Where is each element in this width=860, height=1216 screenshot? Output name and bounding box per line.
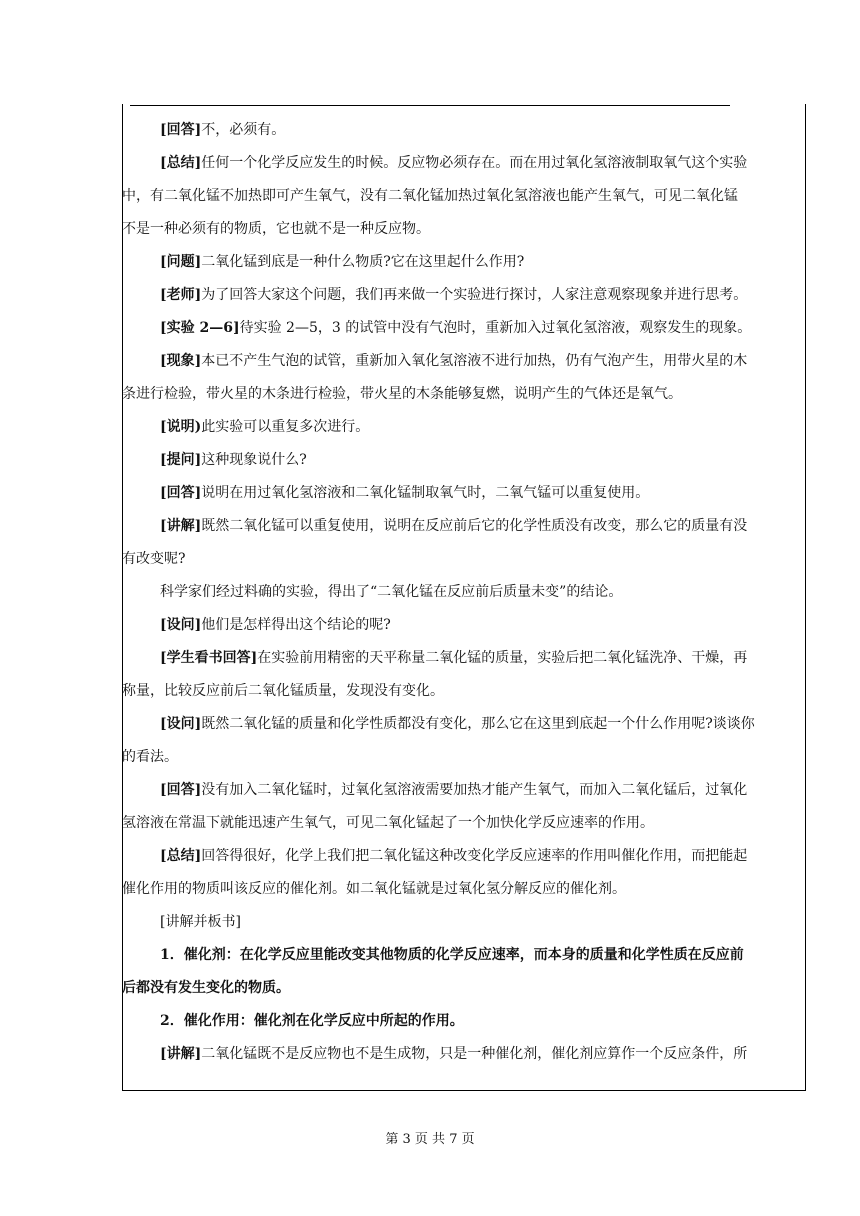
text-line bbox=[160, 411, 800, 444]
line-text: 既然二氧化锰可以重复使用，说明在反应前后它的化学性质没有改变，那么它的质量有没 bbox=[201, 518, 748, 534]
line-text: 他们是怎样得出这个结论的呢? bbox=[201, 617, 391, 633]
section-tag: [总结] bbox=[160, 848, 202, 864]
line-text: 不是一种必须有的物质，它也就不是一种反应物。 bbox=[122, 221, 430, 237]
line-text: 任何一个化学反应发生的时候。反应物必须存在。而在用过氧化氢溶液制取氧气这个实验 bbox=[201, 155, 748, 171]
line-text: 氢溶液在常温下就能迅速产生氧气，可见二氧化锰起了一个加快化学反应速率的作用。 bbox=[122, 815, 654, 831]
section-tag: [回答] bbox=[160, 782, 202, 798]
section-tag: [老师] bbox=[160, 287, 202, 303]
text-line bbox=[160, 939, 800, 972]
section-tag: [回答] bbox=[160, 122, 202, 138]
line-text: 为了回答大家这个问题，我们再来做一个实验进行探讨，人家注意观察现象并进行思考。 bbox=[201, 287, 748, 303]
definition-text: 2．催化作用：催化剂在化学反应中所起的作用。 bbox=[160, 1013, 464, 1029]
text-line bbox=[160, 576, 800, 609]
text-line bbox=[122, 543, 800, 576]
line-text: 条进行检验，带火星的木条进行检验，带火星的木条能够复燃，说明产生的气体还是氧气。 bbox=[122, 386, 682, 402]
line-text: 催化作用的物质叫该反应的催化剂。如二氧化锰就是过氧化氢分解反应的催化剂。 bbox=[122, 881, 626, 897]
section-tag: [设问] bbox=[160, 716, 202, 732]
line-text: 的看法。 bbox=[122, 749, 178, 765]
section-tag: [学生看书回答] bbox=[160, 650, 258, 666]
text-line bbox=[122, 378, 800, 411]
line-text: [讲解并板书] bbox=[160, 914, 241, 930]
text-line bbox=[160, 279, 800, 312]
line-text: 在实验前用精密的天平称量二氧化锰的质量，实验后把二氧化锰洗净、干燥，再 bbox=[257, 650, 748, 666]
section-tag: [问题] bbox=[160, 254, 202, 270]
text-line bbox=[160, 147, 800, 180]
text-line bbox=[122, 873, 800, 906]
text-line bbox=[160, 312, 800, 345]
text-line bbox=[160, 510, 800, 543]
text-line bbox=[160, 774, 800, 807]
section-tag: [回答] bbox=[160, 485, 202, 501]
text-line bbox=[122, 675, 800, 708]
text-line bbox=[160, 477, 800, 510]
line-text: 这种现象说什么? bbox=[201, 452, 307, 468]
section-tag: [总结] bbox=[160, 155, 202, 171]
section-tag: [讲解] bbox=[160, 518, 202, 534]
text-line bbox=[160, 114, 800, 147]
line-text: 此实验可以重复多次进行。 bbox=[201, 419, 370, 435]
lesson-content bbox=[122, 114, 800, 1071]
text-line bbox=[160, 444, 800, 477]
text-line bbox=[160, 345, 800, 378]
text-line bbox=[122, 741, 800, 774]
line-text: 说明在用过氧化氢溶液和二氧化锰制取氧气时，二氧气锰可以重复使用。 bbox=[201, 485, 650, 501]
text-line bbox=[122, 972, 800, 1005]
text-line bbox=[160, 609, 800, 642]
section-tag: [实验 2—6] bbox=[160, 320, 240, 336]
line-text: 二氧化锰到底是一种什么物质?它在这里起什么作用? bbox=[201, 254, 525, 270]
definition-text: 1．催化剂：在化学反应里能改变其他物质的化学反应速率，而本身的质量和化学性质在反应前 bbox=[160, 947, 744, 963]
text-line bbox=[160, 1005, 800, 1038]
text-line bbox=[160, 246, 800, 279]
line-text: 称量，比较反应前后二氧化锰质量，发现没有变化。 bbox=[122, 683, 444, 699]
line-text: 有改变呢? bbox=[122, 551, 186, 567]
line-text: 二氧化锰既不是反应物也不是生成物，只是一种催化剂，催化剂应算作一个反应条件，所 bbox=[201, 1046, 748, 1062]
page-footer: 第 3 页 共 7 页 bbox=[385, 1132, 475, 1147]
section-tag: [说明) bbox=[160, 419, 202, 435]
text-line bbox=[160, 840, 800, 873]
text-line bbox=[160, 642, 800, 675]
line-text: 不，必须有。 bbox=[201, 122, 286, 138]
text-line bbox=[122, 807, 800, 840]
text-line bbox=[122, 180, 800, 213]
section-tag: [现象] bbox=[160, 353, 202, 369]
line-text: 科学家们经过料确的实验，得出了“二氧化锰在反应前后质量未变”的结论。 bbox=[160, 584, 623, 600]
definition-text: 后都没有发生变化的物质。 bbox=[122, 980, 290, 996]
section-tag: [讲解] bbox=[160, 1046, 202, 1062]
line-text: 中，有二氧化锰不加热即可产生氧气，没有二氧化锰加热过氧化氢溶液也能产生氧气，可见二氧化锰 bbox=[122, 188, 738, 204]
line-text: 本已不产生气泡的试管，重新加入氧化氢溶液不进行加热，仍有气泡产生，用带火星的木 bbox=[201, 353, 748, 369]
text-line bbox=[160, 1038, 800, 1071]
section-tag: [提问] bbox=[160, 452, 202, 468]
text-line bbox=[160, 906, 800, 939]
section-tag: [设问] bbox=[160, 617, 202, 633]
line-text: 回答得很好，化学上我们把二氧化锰这种改变化学反应速率的作用叫催化作用，而把能起 bbox=[201, 848, 748, 864]
text-line bbox=[122, 213, 800, 246]
line-text: 既然二氧化锰的质量和化学性质都没有变化，那么它在这里到底起一个什么作用呢?谈谈你 bbox=[201, 716, 755, 732]
line-text: 待实验 2—5，3 的试管中没有气泡时，重新加入过氧化氢溶液，观察发生的现象。 bbox=[239, 320, 752, 336]
text-line bbox=[160, 708, 800, 741]
line-text: 没有加入二氧化锰时，过氧化氢溶液需要加热才能产生氧气，而加入二氧化锰后，过氧化 bbox=[201, 782, 748, 798]
